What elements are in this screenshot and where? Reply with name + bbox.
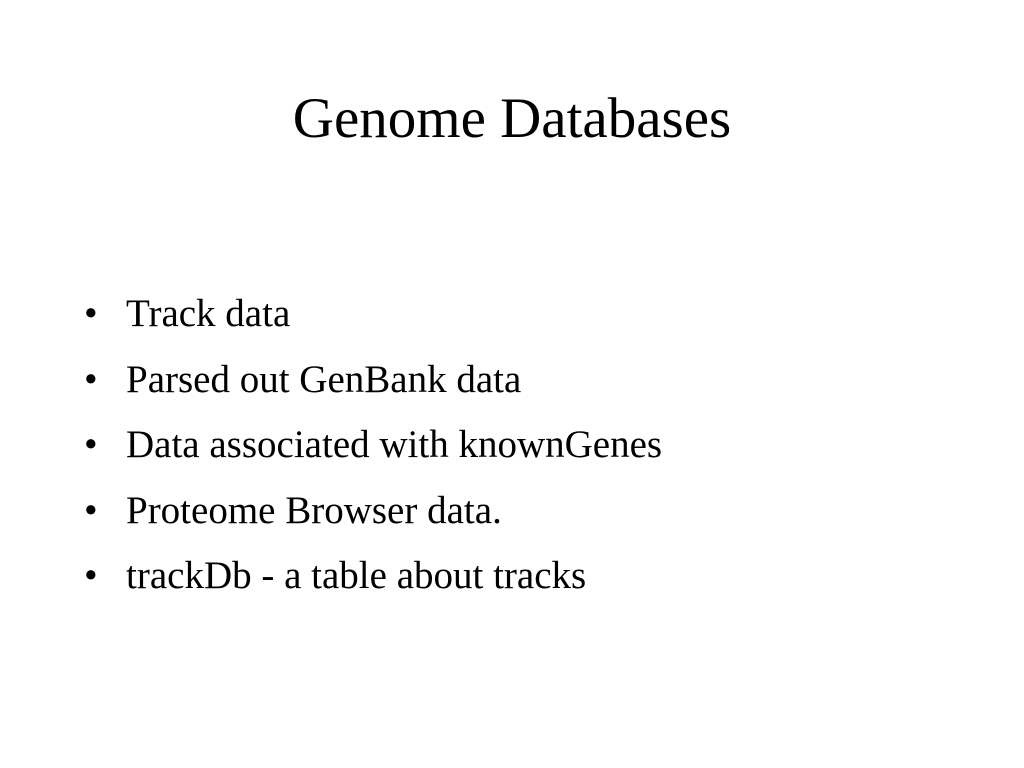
bullet-text: Proteome Browser data. bbox=[126, 488, 502, 532]
bullet-item bbox=[84, 347, 662, 413]
bullet-item bbox=[84, 543, 662, 609]
bullet-text: trackDb - a table about tracks bbox=[126, 554, 587, 597]
bullet-item bbox=[84, 412, 662, 478]
slide-title: Genome Databases bbox=[292, 87, 732, 150]
bullet-icon: • bbox=[84, 292, 98, 335]
bullet-icon: • bbox=[84, 423, 98, 466]
bullet-icon: • bbox=[84, 554, 98, 597]
bullet-item bbox=[84, 478, 662, 544]
bullet-list bbox=[84, 281, 662, 609]
bullet-text: Data associated with knownGenes bbox=[126, 423, 663, 466]
bullet-icon: • bbox=[84, 488, 98, 532]
bullet-icon: • bbox=[84, 357, 98, 401]
bullet-item bbox=[84, 281, 662, 347]
bullet-text: Parsed out GenBank data bbox=[126, 357, 522, 401]
bullet-text: Track data bbox=[126, 292, 291, 335]
